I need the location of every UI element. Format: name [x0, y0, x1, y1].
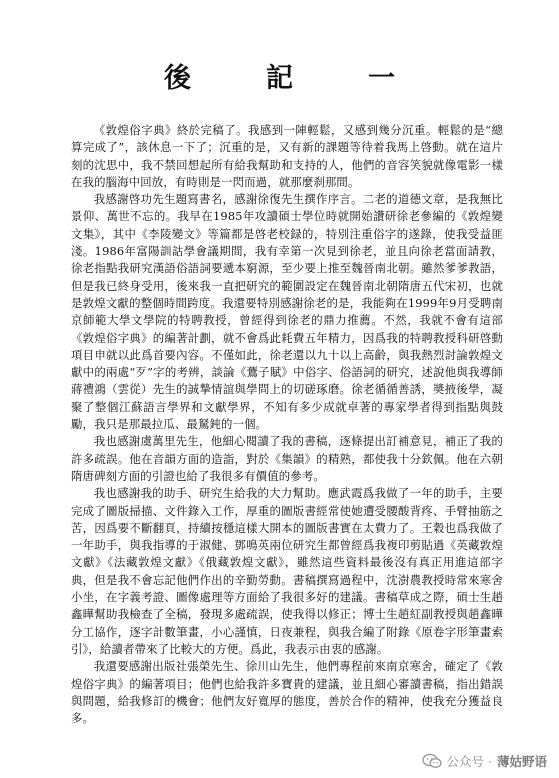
paragraph-thanks-assistants: 我也感謝我的助手、研究生給我的大力幫助。應武霞爲我做了一年的助手，主要完成了圖版掃描、文件錄入工作，厚重的圖版書經常使她遭受腰酸背疼、手臂抽筋之苦，因爲要不斷翻頁，持續按穩這樣大開本的圖版書實在太費力了。王穀也爲我做了一年助手，與我指導的于淑健、鄧鳴英兩位研究生都曾經爲我複印剪貼過《英藏敦煌文獻》《法藏敦煌文獻》《俄藏敦煌文獻》，雖然這些資料最後沒有真正用進這部字典，但是我不會忘記他們作出的辛勤勞動。書稿撰寫過程中，沈澍農教授時常來寒舍小坐，在字義考證、圖像處理等方面給了我很多好的建議。書稿草成之際，碩士生趙鑫曄幫助我檢查了全稿，發現多處疏誤，使我得以修正；博士生趙紅副教授與趙鑫曄分工協作，逐字計數筆畫，小心謹慎，日夜兼程，與我合編了附錄《原卷字形筆畫索引》，給讀者帶來了比較大的方便。爲此，我表示由衷的感謝。 [71, 486, 503, 656]
wechat-logo-icon [422, 753, 442, 769]
paragraph-thanks-qigong-xufu: 我感謝啓功先生題寫書名，感謝徐復先生撰作序言。二老的道德文章，是我無比景仰、萬世不忘的。我早在1985年攻讀碩士學位時就開始讚研徐老參編的《敦煌變文集》，其中《李陵變文》等篇都是啓老校録的，特別注重俗字的遂錄，使我受益匪淺。1986年富陽訓詁學會議期間，我有幸第一次見到徐老，並且向徐老當面請教，徐老指點我研究漢語俗語詞要遞本窮源，至少要上推至魏晉南北朝。雖然爹爹教語，但是我已終身受用，後來我一直把研究的範圍設定在魏晉南北朝隋唐五代宋初，也就是敦煌文獻的整個時間跨度。我還要特別感謝徐老的是，我能夠在1999年9月受聘南京師範大學文學院的特聘教授，曾經得到徐老的鼎力推薦。不然，我就不會有這部《敦煌俗字典》的編著計劃，就不會爲此耗費五年精力，因爲我的特聘教授科研啓動項目申就以此爲首要內容。不僅如此，徐老還以九十以上高齡，與我熱烈討論敦煌文獻中的兩處“歹”字的考辨，談論《鷰子賦》中俗字、俗語詞的研究，述說他與我導師蔣禮鴻（雲從）先生的誠摯情誼與學問上的切磋琢磨。徐老循循善誘，奬掖後學，凝聚了整個江蘇語言學界和文獻學界，不知有多少成就卓著的專家學者得到指點與鼓勵，我只是那最拉瓜、最駑鈍的一個。 [71, 192, 503, 432]
paragraph-thanks-yu-wanli: 我也感謝虞萬里先生，他細心閱讀了我的書稿，逐條提出訂補意見，補正了我的許多疏誤。他在音韻方面的造詣，對於《集韻》的精熟，都使我十分欽佩。他在六朝隋唐碑刻方面的引證也給了我很多有價值的參考。 [71, 434, 503, 483]
document-body [71, 122, 503, 727]
paragraph-completion: 《敦煌俗字典》終於完稿了。我感到一陣輕鬆，又感到幾分沉重。輕鬆的是“總算完成了”，該休息一下了；沉重的是，又有新的課題等待着我馬上啓動。就在這片刻的沈思中，我不禁回想起所有給我幫助和支持的人，他們的音容笑貌就像電影一樣在我的腦海中回放，有時則是一閃而過，就那麼刹那間。 [71, 123, 503, 189]
watermark-account-name: 薄姑野语 [496, 754, 547, 769]
paragraph-thanks-publisher: 我還要感謝出版社張榮先生、徐川山先生，他們專程前來南京寒舍，確定了《敦煌俗字典》的編著項目；他們也給我許多寶貴的建議，並且細心審讀書稿，指出錯誤與問題，給我修訂的機會；他們友好寬厚的態度，善於合作的精神，使我充分獲益良多。 [71, 659, 503, 726]
watermark [422, 750, 547, 772]
watermark-label: 公众号 · [446, 754, 492, 769]
page-title: 後 記 一 [164, 63, 419, 94]
